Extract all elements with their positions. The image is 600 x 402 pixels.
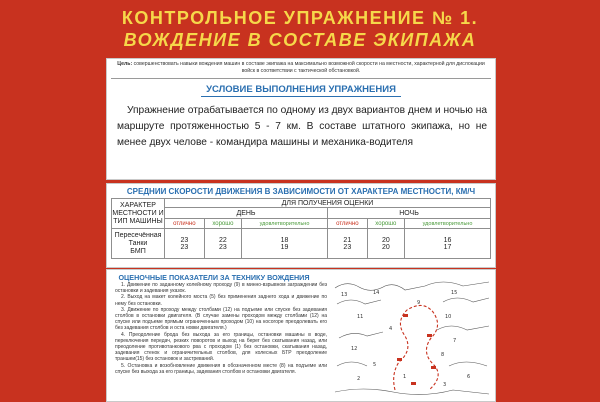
diagram-label: 3 <box>443 382 447 388</box>
diagram-label: 4 <box>389 326 393 332</box>
grade-good-day: хорошо <box>204 219 241 229</box>
diagram-label: 13 <box>341 292 348 298</box>
grade-excellent-day: отлично <box>165 219 205 229</box>
speed-value: 21 <box>343 236 352 244</box>
list-item: 2. Выход на макет колейного моста (5) без применения заднего хода и движение по нему без остановки. <box>115 294 327 307</box>
speed-value: 23 <box>343 243 352 251</box>
value-cell <box>367 229 404 259</box>
page-title-line2: ВОЖДЕНИЕ В СОСТАВЕ ЭКИПАЖА <box>123 30 477 50</box>
speeds-panel <box>106 183 496 268</box>
grade-satisfactory-night: удовлетворительно <box>405 219 491 229</box>
diagram-label: 7 <box>453 338 457 344</box>
day-header: ДЕНЬ <box>165 208 328 219</box>
condition-panel <box>106 58 496 180</box>
evaluation-title: ОЦЕНОЧНЫЕ ПОКАЗАТЕЛИ ЗА ТЕХНИКУ ВОЖДЕНИЯ <box>118 273 310 282</box>
speed-value: 20 <box>381 236 390 244</box>
grade-satisfactory-day: удовлетворительно <box>242 219 328 229</box>
diagram-label: 14 <box>373 290 380 296</box>
speed-value: 22 <box>218 236 227 244</box>
list-item: 4. Преодоление брода без выхода за его границы, остановки машины в воде, переключения передач, резких поворотов и выход на берег без скатывания назад, или преодоление противотанкового рва с проходом (1) без остановки, скатывания назад, задевания стенок и ограничительных столбов, для колесных БТР преодоление траншеи(15) без остановок и застреваний. <box>115 331 327 363</box>
goal-label: Цель: <box>117 61 133 67</box>
speed-value: 19 <box>280 243 289 251</box>
row-header: ХАРАКТЕР МЕСТНОСТИ И ТИП МАШИНЫ <box>112 199 165 229</box>
diagram-label: 2 <box>357 376 361 382</box>
diagram-label: 6 <box>467 374 471 380</box>
speed-value: 18 <box>280 236 289 244</box>
speed-value: 16 <box>443 236 452 244</box>
list-item: 3. Движение по проходу между столбами (12) на подъеме или спуске без задевания столбов в остановки двигателя. (В случае замены проходом между столбами (12) на спуске или подъеме прямым ограниченным проходом (10) на косогоре преодолевать его без задевания столбов и оста новки двигателя.) <box>115 306 327 332</box>
speed-value: 23 <box>180 243 189 251</box>
route-diagram <box>333 274 491 398</box>
diagram-label: 5 <box>373 362 377 368</box>
terrain-label: Пересечённая <box>114 231 162 239</box>
condition-title-underline <box>201 96 401 97</box>
goal-text <box>111 61 491 75</box>
speeds-table <box>111 198 491 259</box>
list-item: 5. Остановка и возобновление движения в обозначенном месте (8) на подъеме или спуске без выхода за его границы, задевания столбов и остановки двигателя. <box>115 362 327 375</box>
diagram-label: 15 <box>451 290 458 296</box>
speed-value: 20 <box>381 243 390 251</box>
diagram-label: 11 <box>357 314 364 320</box>
value-cell <box>242 229 328 259</box>
diagram-label: 8 <box>441 352 445 358</box>
diagram-label: 9 <box>417 300 421 306</box>
condition-text: Упражнение отрабатывается по одному из двух вариантов днем и ночью на маршруте протяженностью 5 - 7 км. В составе штатного экипажа, но не менее двух челове - командира машины и механика-водителя <box>117 105 487 148</box>
route-path <box>394 305 438 390</box>
diagram-label: 12 <box>351 346 358 352</box>
list-item: 1. Движение по заданному колейному проходу (9) в минно-взрывном заграждении без остановки и задевания указок. <box>115 282 327 295</box>
value-cell <box>204 229 241 259</box>
value-cell <box>405 229 491 259</box>
group-header: ДЛЯ ПОЛУЧЕНИЯ ОЦЕНКИ <box>165 199 491 208</box>
diagram-label: 1 <box>403 374 407 380</box>
goal-body: совершенствовать навыки вождения машин в составе экипажа на максимально возможной скорости на местности, характерной для дислокации войск в соответствии с тактической обстановкой. <box>133 61 485 74</box>
grade-excellent-night: отлично <box>327 219 367 229</box>
night-header: НОЧЬ <box>327 208 490 219</box>
page-title-line1: КОНТРОЛЬНОЕ УПРАЖНЕНИЕ № 1. <box>121 8 479 28</box>
evaluation-panel <box>106 269 496 402</box>
evaluation-list <box>115 282 327 375</box>
value-cell <box>327 229 367 259</box>
header <box>0 0 600 58</box>
speed-value: 17 <box>443 243 452 251</box>
speeds-title: СРЕДНИИ СКОРОСТИ ДВИЖЕНИЯ В ЗАВИСИМОСТИ ОТ ХАРАКТЕРА МЕСТНОСТИ, КМ/Ч <box>126 187 476 196</box>
diagram-label: 10 <box>445 314 452 320</box>
terrain-cell <box>112 229 165 259</box>
condition-title: УСЛОВИЕ ВЫПОЛНЕНИЯ УПРАЖНЕНИЯ <box>206 84 396 95</box>
divider <box>111 78 491 79</box>
speed-value: 23 <box>218 243 227 251</box>
speed-value: 23 <box>180 236 189 244</box>
grade-good-night: хорошо <box>367 219 404 229</box>
value-cell <box>165 229 205 259</box>
vehicle-label: БМП <box>130 247 146 255</box>
vehicle-label: Танки <box>128 239 148 247</box>
